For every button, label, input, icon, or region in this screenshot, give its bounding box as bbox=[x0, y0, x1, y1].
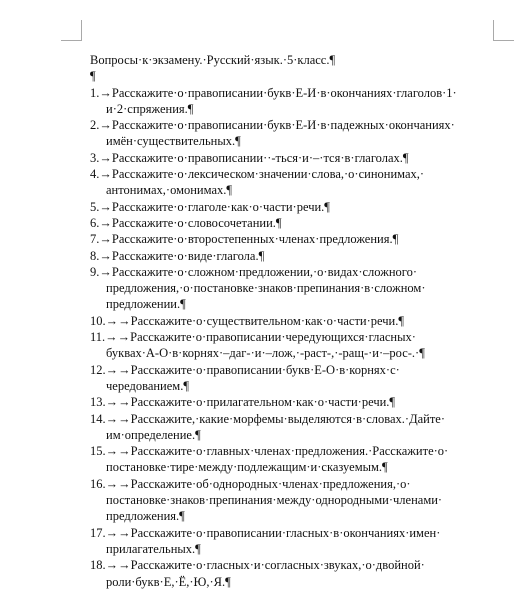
question-item bbox=[90, 329, 490, 362]
question-line: роли·букв·Е,·Ё,·Ю,·Я.¶ bbox=[106, 574, 231, 589]
question-line: и·2·спряжения.¶ bbox=[106, 101, 194, 116]
question-item bbox=[90, 248, 490, 264]
question-item bbox=[90, 362, 490, 395]
page-corner-mark-right bbox=[493, 20, 514, 41]
question-item bbox=[90, 150, 490, 166]
question-line: предложении.¶ bbox=[106, 297, 186, 312]
question-item bbox=[90, 264, 490, 313]
question-line: 18.→→Расскажите·о·гласных·и·согласных·звуках,·о·двойной· bbox=[90, 558, 425, 573]
question-line: антонимах,·омонимах.¶ bbox=[106, 183, 233, 198]
question-line: 9.→Расскажите·о·сложном·предложении,·о·видах·сложного· bbox=[90, 264, 418, 279]
question-line: прилагательных.¶ bbox=[106, 541, 201, 556]
question-item bbox=[90, 411, 490, 444]
question-line: 10.→→Расскажите·о·существительном·как·о·части·речи.¶ bbox=[90, 313, 405, 328]
question-line: чередованием.¶ bbox=[106, 378, 189, 393]
question-line: предложения,·о·постановке·знаков·препинания·в·сложном· bbox=[106, 281, 426, 296]
question-item bbox=[90, 199, 490, 215]
question-line: 8.→Расскажите·о·виде·глагола.¶ bbox=[90, 248, 265, 263]
question-line: 13.→→Расскажите·о·прилагательном·как·о·части·речи.¶ bbox=[90, 395, 396, 410]
question-line: 14.→→Расскажите,·какие·морфемы·выделяются·в·словах.·Дайте· bbox=[90, 411, 446, 426]
question-item bbox=[90, 394, 490, 410]
question-line: буквах·А-О·в·корнях·–даг-·и·–лож,·-раст-,·-ращ-·и·–рос-.·¶ bbox=[106, 346, 425, 361]
question-line: 3.→Расскажите·о·правописании··-ться·и·–·тся·в·глаголах.¶ bbox=[90, 150, 409, 165]
question-line: 6.→Расскажите·о·словосочетании.¶ bbox=[90, 215, 282, 230]
question-item bbox=[90, 476, 490, 525]
question-line: 16.→→Расскажите·об·однородных·членах·предложения,·о· bbox=[90, 476, 411, 491]
question-line: постановке·тире·между·подлежащим·и·сказуемым.¶ bbox=[106, 460, 388, 475]
page-corner-mark-left bbox=[61, 20, 82, 41]
question-item bbox=[90, 85, 490, 118]
question-item bbox=[90, 525, 490, 558]
question-item bbox=[90, 557, 490, 590]
question-line: постановке·знаков·препинания·между·однородными·членами· bbox=[106, 493, 443, 508]
question-item bbox=[90, 166, 490, 199]
question-line: 15.→→Расскажите·о·главных·членах·предложения.·Расскажите·о· bbox=[90, 444, 449, 459]
question-list bbox=[90, 85, 490, 590]
question-item bbox=[90, 117, 490, 150]
document-title: Вопросы·к·экзамену.·Русский·язык.·5·класс.¶ bbox=[90, 53, 336, 67]
question-item bbox=[90, 313, 490, 329]
question-line: 4.→Расскажите·о·лексическом·значении·слова,·о·синонимах,· bbox=[90, 167, 425, 182]
question-line: предложения.¶ bbox=[106, 509, 185, 524]
question-line: 2.→Расскажите·о·правописании·букв·Е-И·в·падежных·окончаниях· bbox=[90, 118, 455, 133]
question-line: 1.→Расскажите·о·правописании·букв·Е-И·в·окончаниях·глаголов·1· bbox=[90, 85, 457, 100]
question-line: 12.→→Расскажите·о·правописании·букв·Е-О·в·корнях·с· bbox=[90, 362, 400, 377]
question-line: 17.→→Расскажите·о·правописании·гласных·в·окончаниях·имен· bbox=[90, 525, 441, 540]
question-item bbox=[90, 231, 490, 247]
document-body[interactable] bbox=[90, 52, 490, 590]
question-line: имён·существительных.¶ bbox=[106, 134, 241, 149]
question-item bbox=[90, 443, 490, 476]
question-line: 5.→Расскажите·о·глаголе·как·о·части·речи.¶ bbox=[90, 199, 330, 214]
question-line: 7.→Расскажите·о·второстепенных·членах·предложения.¶ bbox=[90, 232, 399, 247]
question-line: 11.→→Расскажите·о·правописании·чередующихся·гласных· bbox=[90, 330, 416, 345]
question-line: им·определение.¶ bbox=[106, 427, 201, 442]
question-item bbox=[90, 215, 490, 231]
blank-paragraph: ¶ bbox=[90, 69, 96, 84]
